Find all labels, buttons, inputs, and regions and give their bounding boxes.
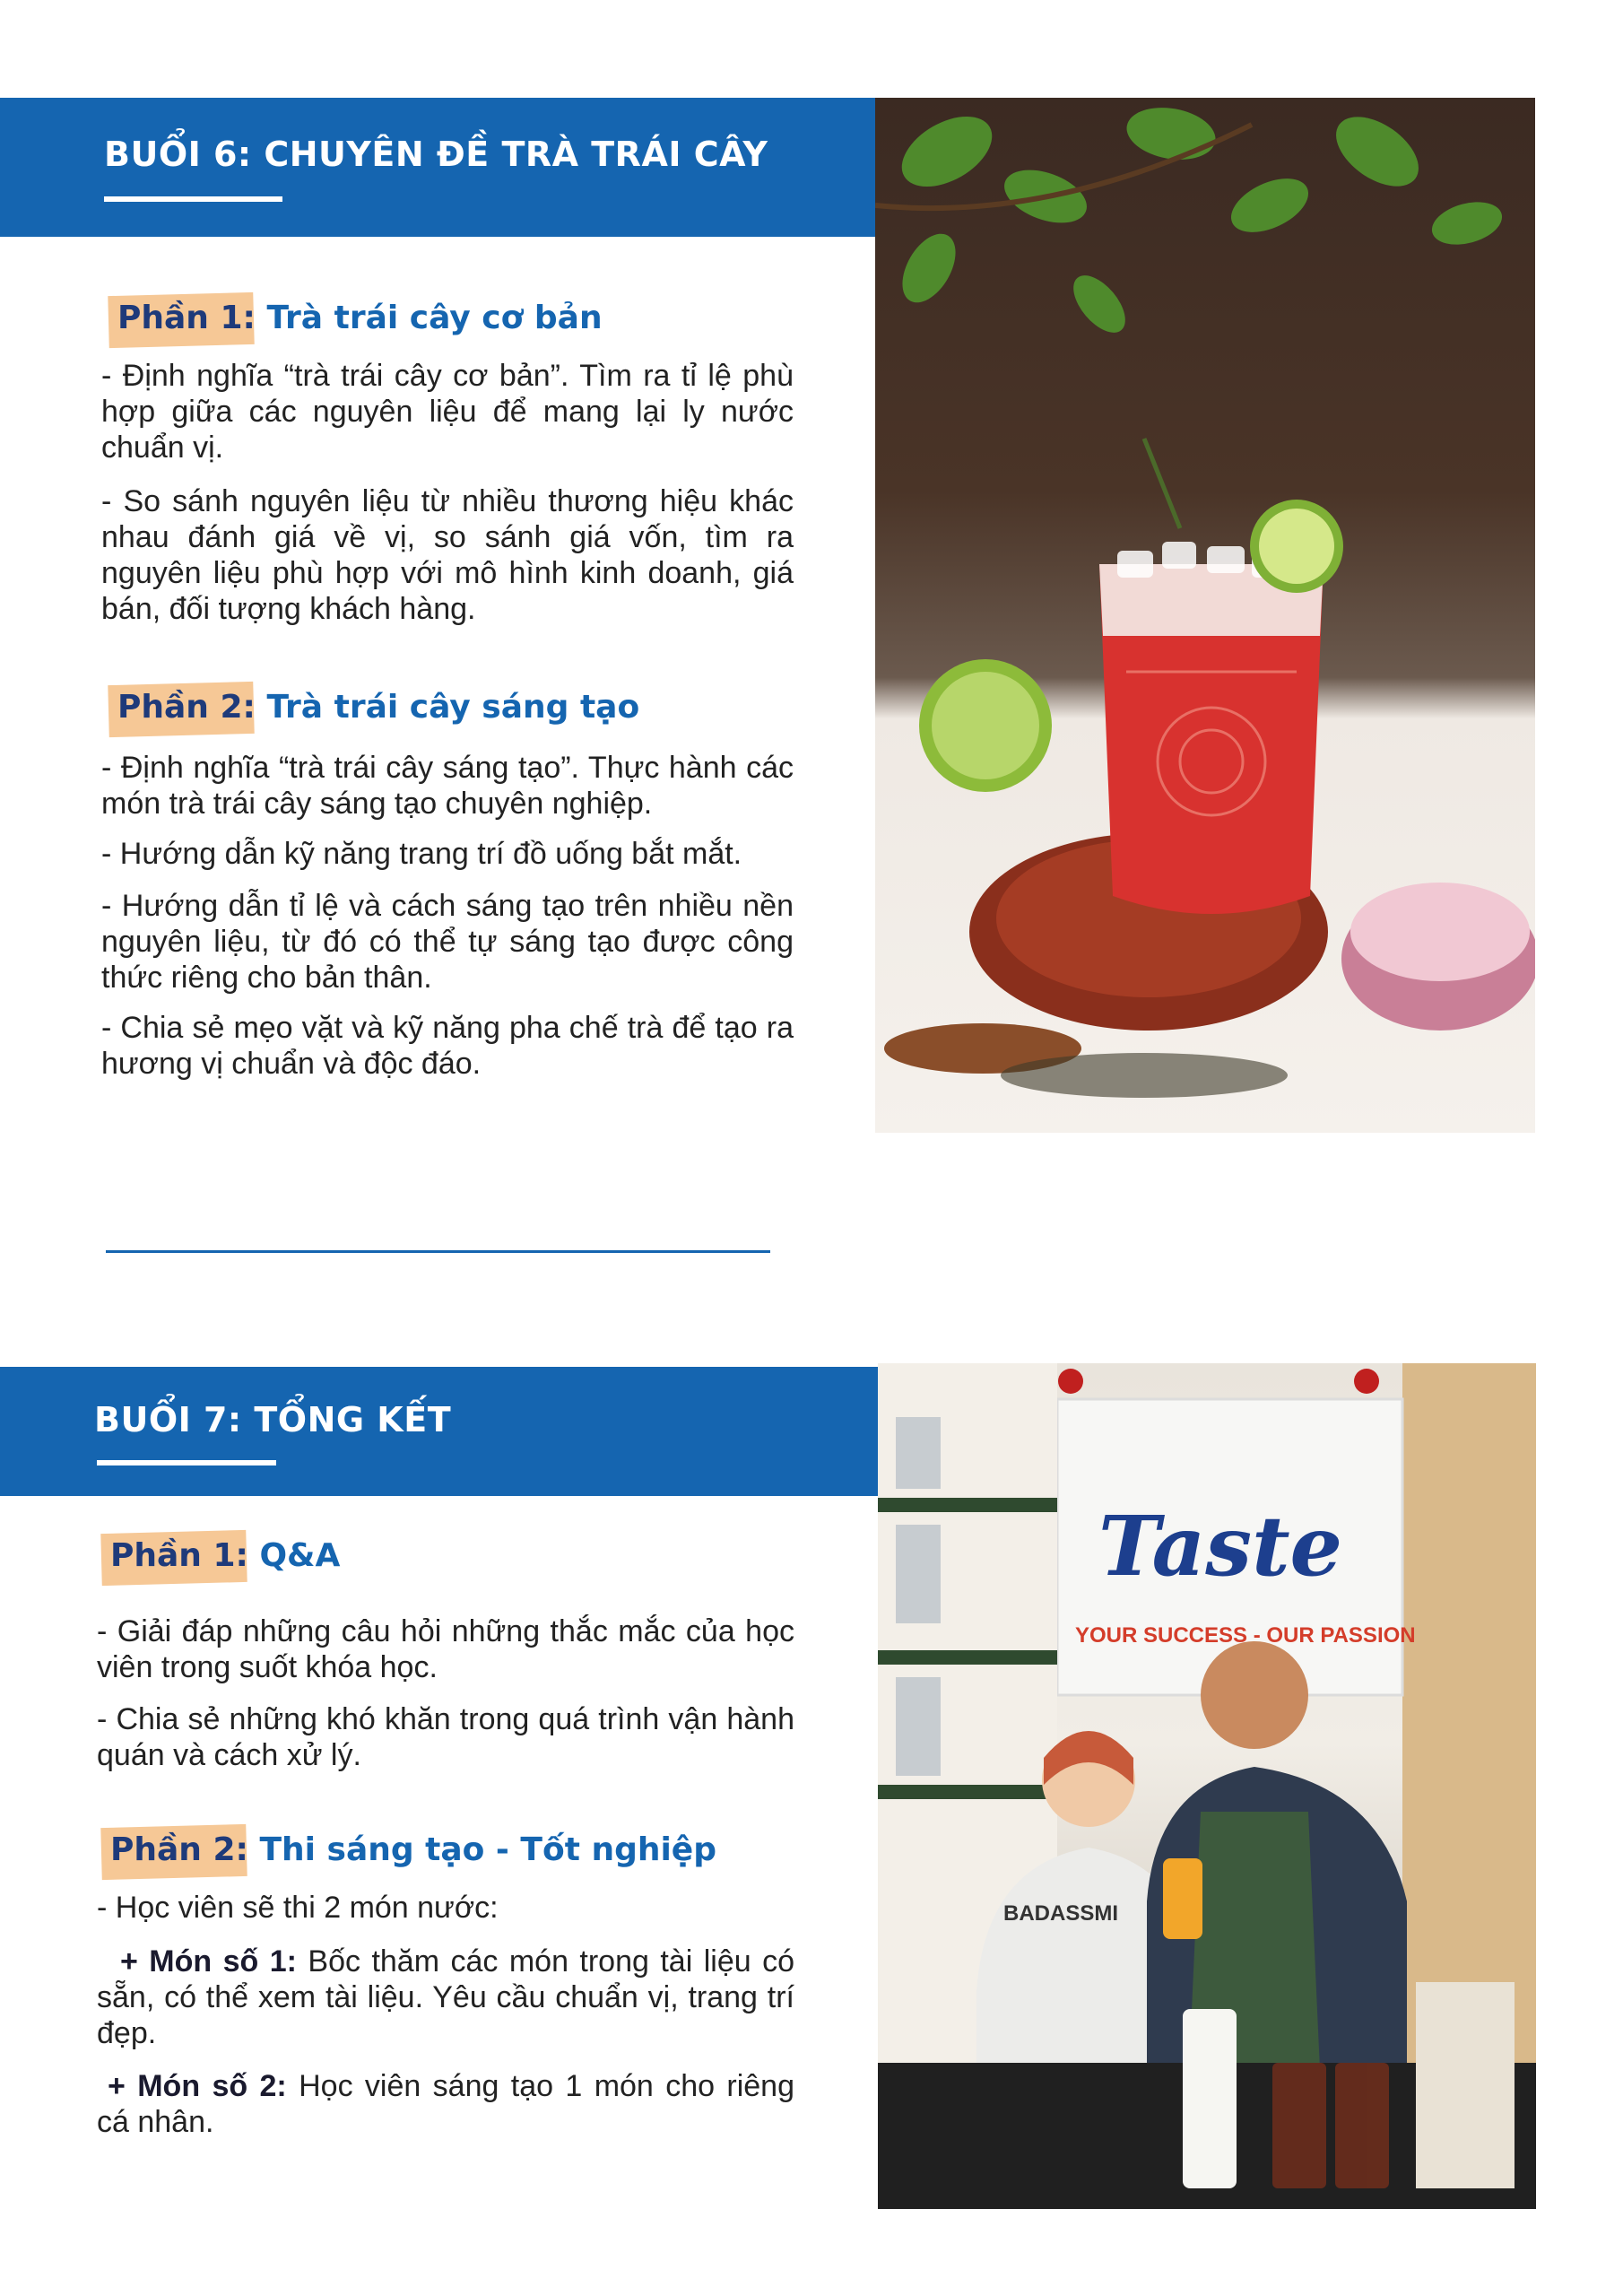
session6-part2-paragraph-2: - Hướng dẫn kỹ năng trang trí đồ uống bắt mắt. xyxy=(101,837,742,871)
graduation-illustration xyxy=(878,1363,1536,2209)
session6-title-underline xyxy=(104,196,282,202)
fruit-tea-photo xyxy=(875,98,1535,1133)
session7-part2-paragraph-1: - Học viên sẽ thi 2 món nước: xyxy=(97,1891,499,1925)
session7-part2-dish1 xyxy=(97,1944,794,2051)
session6-part2-paragraph-4: - Chia sẻ mẹo vặt và kỹ năng pha chế trà để tạo ra hương vị chuẩn và độc đáo. xyxy=(101,1011,794,1081)
session7-part2-dish2 xyxy=(97,2068,794,2140)
dish1-label: + Món số 1: xyxy=(120,1944,297,1979)
fruit-tea-illustration xyxy=(875,98,1535,1133)
section-divider xyxy=(106,1250,770,1253)
session6-part2-paragraph-3: - Hướng dẫn tỉ lệ và cách sáng tạo trên nhiều nền nguyên liệu, từ đó có thể tự sáng tạo được công thức riêng cho bản thân. xyxy=(101,889,794,995)
brand-slogan: YOUR SUCCESS - OUR PASSION xyxy=(1075,1623,1416,1648)
part-name: Trà trái cây cơ bản xyxy=(255,300,603,336)
dish1-text: Bốc thăm các món trong tài liệu có sẵn, có thể xem tài liệu. Yêu cầu chuẩn vị, trang trí đẹp. xyxy=(97,1944,794,2050)
dish2-text: Học viên sáng tạo 1 món cho riêng cá nhân. xyxy=(97,2069,794,2139)
session7-title: BUỔI 7: TỔNG KẾT xyxy=(94,1400,452,1439)
part-name: Trà trái cây sáng tạo xyxy=(255,689,640,726)
session6-part1-paragraph-2: - So sánh nguyên liệu từ nhiều thương hiệu khác nhau đánh giá về vị, so sánh giá vốn, tìm ra nguyên liệu phù hợp với mô hình kinh doanh, giá bán, đối tượng khách hàng. xyxy=(101,484,794,626)
session7-part1-paragraph-1: - Giải đáp những câu hỏi những thắc mắc của học viên trong suốt khóa học. xyxy=(97,1614,794,1684)
session6-title: BUỔI 6: CHUYÊN ĐỀ TRÀ TRÁI CÂY xyxy=(104,135,768,174)
part-number: Phần 1: xyxy=(110,1537,248,1574)
session6-part1-heading xyxy=(117,300,603,336)
part-number: Phần 1: xyxy=(117,300,256,336)
session6-part2-heading xyxy=(117,689,639,726)
part-number: Phần 2: xyxy=(110,1831,248,1868)
part-name: Q&A xyxy=(247,1537,341,1574)
session7-part1-paragraph-2: - Chia sẻ những khó khăn trong quá trình vận hành quán và cách xử lý. xyxy=(97,1702,794,1772)
session7-title-underline xyxy=(97,1460,276,1465)
session6-part2-paragraph-1: - Định nghĩa “trà trái cây sáng tạo”. Thực hành các món trà trái cây sáng tạo chuyên nghiệp. xyxy=(101,751,794,821)
session7-part1-heading xyxy=(110,1537,340,1574)
shirt-print: BADASSMI xyxy=(1003,1901,1119,1926)
session6-part1-paragraph-1: - Định nghĩa “trà trái cây cơ bản”. Tìm ra tỉ lệ phù hợp giữa các nguyên liệu để mang lại ly nước chuẩn vị. xyxy=(101,359,794,465)
graduation-photo xyxy=(878,1363,1536,2209)
part-number: Phần 2: xyxy=(117,689,256,726)
dish2-label: + Món số 2: xyxy=(108,2069,287,2103)
brand-logo-text: Taste xyxy=(1098,1498,1343,1595)
part-name: Thi sáng tạo - Tốt nghiệp xyxy=(247,1831,716,1868)
session7-part2-heading xyxy=(110,1831,716,1868)
